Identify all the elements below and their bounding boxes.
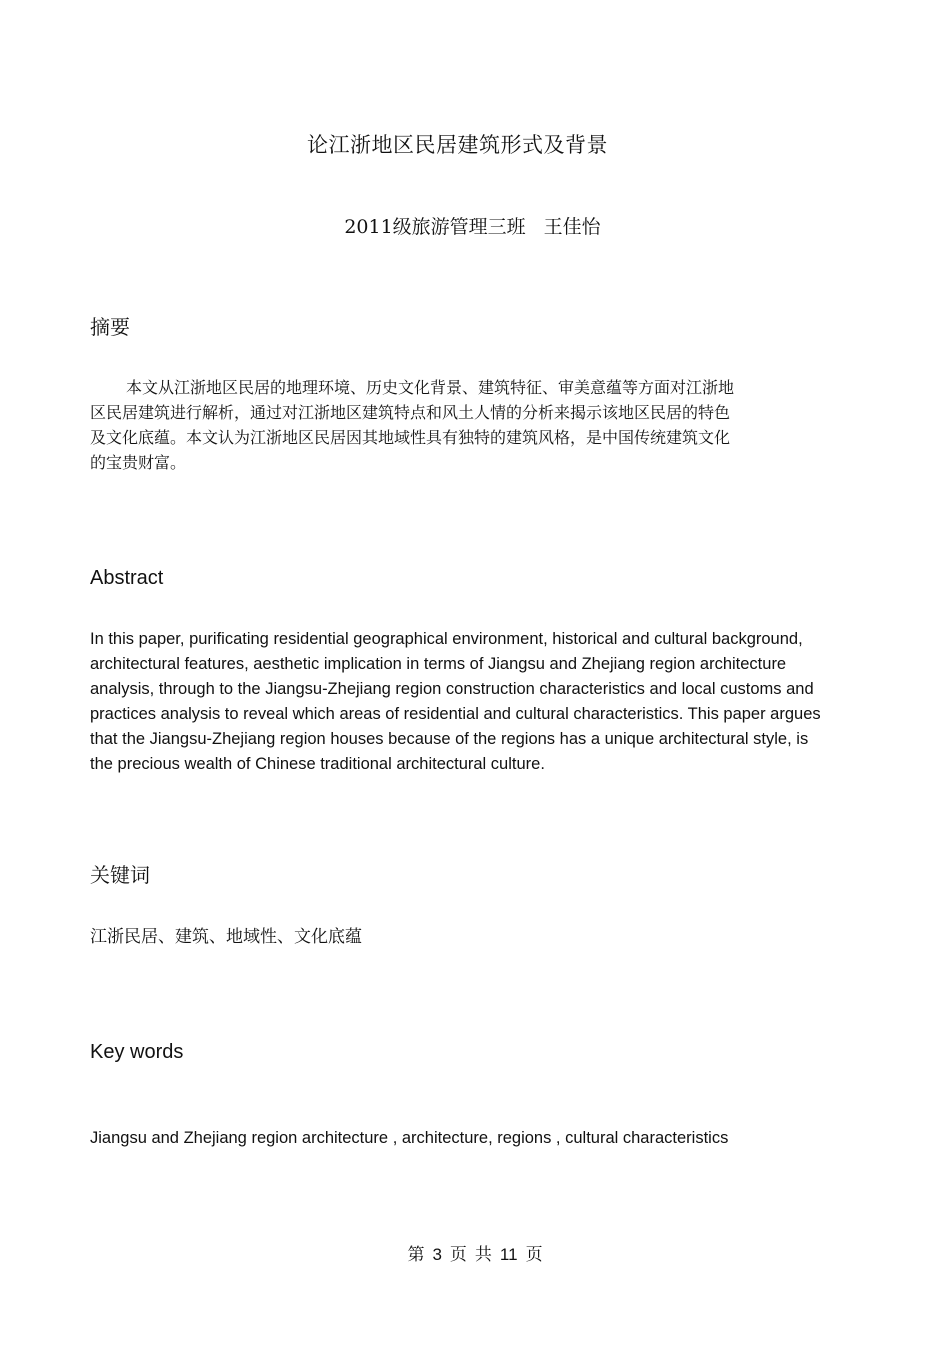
author-name: 王佳怡 — [543, 216, 601, 238]
page-footer — [0, 1242, 950, 1268]
total-pages: 11 — [499, 1245, 518, 1264]
abstract-cn-line: 及文化底蕴。本文认为江浙地区民居因其地域性具有独特的建筑风格，是中国传统建筑文化 — [90, 428, 731, 447]
footer-total-unit: 页 — [525, 1245, 543, 1265]
abstract-cn-body — [90, 375, 810, 475]
abstract-cn-line: 本文从江浙地区民居的地理环境、历史文化背景、建筑特征、审美意蕴等方面对江浙地 — [126, 378, 735, 397]
abstract-en-line: the precious wealth of Chinese traditional architectural culture. — [90, 755, 545, 773]
abstract-en-heading: Abstract — [90, 567, 164, 589]
abstract-en-line: In this paper, purificating residential geographical environment, historical and cultural background, — [90, 630, 803, 648]
abstract-en-line: that the Jiangsu-Zhejiang region houses because of the regions has a unique architectural style, is — [90, 730, 809, 748]
abstract-cn-line: 区民居建筑进行解析，通过对江浙地区建筑特点和风土人情的分析来揭示该地区民居的特色 — [90, 403, 731, 422]
abstract-cn-line: 的宝贵财富。 — [90, 453, 187, 472]
footer-page-unit: 页 — [449, 1245, 467, 1265]
author-line — [0, 213, 945, 241]
keywords-en-text: Jiangsu and Zhejiang region architecture , architecture, regions , cultural characteristics — [90, 1129, 729, 1147]
keywords-cn-text: 江浙民居、建筑、地域性、文化底蕴 — [90, 927, 362, 947]
abstract-en-line: architectural features, aesthetic implication in terms of Jiangsu and Zhejiang region architecture — [90, 655, 787, 673]
keywords-en-heading: Key words — [90, 1041, 184, 1063]
footer-total-prefix: 共 — [474, 1245, 492, 1265]
page-number: 3 — [432, 1245, 442, 1264]
paper-title: 论江浙地区民居建筑形式及背景 — [307, 133, 608, 157]
keywords-cn-heading: 关键词 — [90, 863, 150, 887]
abstract-en-line: analysis, through to the Jiangsu-Zhejiang region construction characteristics and local customs and — [90, 680, 814, 698]
author-class: 2011级旅游管理三班 — [344, 216, 526, 238]
footer-prefix: 第 — [407, 1245, 425, 1265]
abstract-cn-heading: 摘要 — [90, 315, 130, 339]
abstract-en-line: practices analysis to reveal which areas of residential and cultural characteristics. This paper argues — [90, 705, 821, 723]
abstract-en-body — [90, 627, 890, 777]
